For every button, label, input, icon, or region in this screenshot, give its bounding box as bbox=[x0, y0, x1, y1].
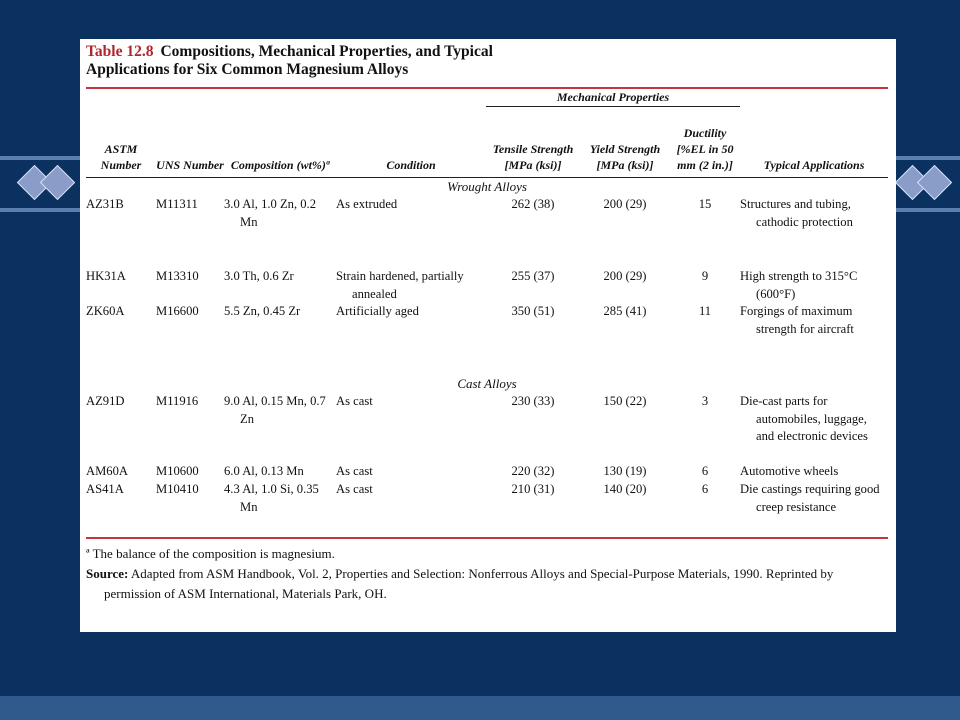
cell-yield: 130 (19) bbox=[603, 464, 647, 478]
cell-tensile: 230 (33) bbox=[511, 394, 555, 408]
cell-uns: M11916 bbox=[156, 394, 199, 408]
alloy-table bbox=[86, 89, 888, 535]
cell-composition: 4.3 Al, 1.0 Si, 0.35 Mn bbox=[224, 482, 319, 514]
cell-composition: 3.0 Th, 0.6 Zr bbox=[224, 269, 294, 283]
diamond-icon bbox=[917, 165, 952, 200]
table-source bbox=[86, 564, 888, 604]
source-label: Source: bbox=[86, 566, 129, 581]
header-condition: Condition bbox=[386, 158, 436, 172]
section-title: Wrought Alloys bbox=[447, 179, 527, 194]
cell-uns: M10600 bbox=[156, 464, 199, 478]
header-ductility: Ductility [%EL in 50 mm (2 in.)] bbox=[676, 126, 734, 172]
cell-ductility: 6 bbox=[701, 482, 709, 496]
cell-condition: Artificially aged bbox=[336, 304, 419, 318]
header-uns: UNS Number bbox=[156, 158, 224, 172]
cell-tensile: 255 (37) bbox=[511, 269, 555, 283]
mechanical-properties-header: Mechanical Properties bbox=[486, 89, 740, 107]
table-title-line2: Applications for Six Common Magnesium Alloys bbox=[86, 61, 409, 78]
cell-uns: M16600 bbox=[156, 304, 199, 318]
cell-tensile: 262 (38) bbox=[511, 197, 555, 211]
cell-applications: Forgings of maximum strength for aircraft bbox=[740, 304, 854, 336]
cell-composition: 9.0 Al, 0.15 Mn, 0.7 Zn bbox=[224, 394, 326, 426]
header-applications: Typical Applications bbox=[763, 158, 865, 172]
cell-ductility: 3 bbox=[701, 394, 709, 408]
table-footnote: ª The balance of the composition is magnesium. bbox=[86, 546, 335, 561]
cell-condition: As extruded bbox=[336, 197, 398, 211]
bottom-band bbox=[0, 696, 960, 720]
header-yield: Yield Strength [MPa (ksi)] bbox=[589, 142, 661, 172]
column-header-row bbox=[86, 107, 888, 173]
cell-yield: 150 (22) bbox=[603, 394, 647, 408]
cell-applications: Structures and tubing, cathodic protection bbox=[740, 197, 853, 229]
section-row bbox=[86, 375, 888, 393]
cell-ductility: 15 bbox=[698, 197, 712, 211]
cell-ductility: 6 bbox=[701, 464, 709, 478]
section-row bbox=[86, 178, 888, 196]
table-row bbox=[86, 463, 888, 481]
cell-condition: As cast bbox=[336, 394, 373, 408]
table-label: Table 12.8 bbox=[86, 43, 154, 60]
cell-yield: 285 (41) bbox=[603, 304, 647, 318]
cell-yield: 140 (20) bbox=[603, 482, 647, 496]
cell-tensile: 350 (51) bbox=[511, 304, 555, 318]
header-astm: ASTM Number bbox=[100, 142, 142, 172]
cell-condition: Strain hardened, partially annealed bbox=[336, 269, 464, 301]
cell-composition: 6.0 Al, 0.13 Mn bbox=[224, 464, 304, 478]
cell-uns: M10410 bbox=[156, 482, 199, 496]
cell-astm: ZK60A bbox=[86, 304, 125, 318]
table-row bbox=[86, 393, 888, 463]
cell-astm: HK31A bbox=[86, 269, 126, 283]
table-row bbox=[86, 481, 888, 535]
cell-composition: 5.5 Zn, 0.45 Zr bbox=[224, 304, 301, 318]
cell-astm: AZ31B bbox=[86, 197, 124, 211]
cell-composition: 3.0 Al, 1.0 Zn, 0.2 Mn bbox=[224, 197, 317, 229]
table-row bbox=[86, 268, 888, 303]
cell-yield: 200 (29) bbox=[603, 197, 647, 211]
table-row bbox=[86, 196, 888, 268]
cell-applications: Automotive wheels bbox=[740, 464, 839, 478]
cell-tensile: 210 (31) bbox=[511, 482, 555, 496]
cell-astm: AZ91D bbox=[86, 394, 125, 408]
cell-applications: Die castings requiring good creep resistance bbox=[740, 482, 880, 514]
cell-condition: As cast bbox=[336, 482, 373, 496]
cell-applications: Die-cast parts for automobiles, luggage, and electronic devices bbox=[740, 394, 868, 443]
cell-condition: As cast bbox=[336, 464, 373, 478]
diamond-icon bbox=[40, 165, 75, 200]
cell-uns: M13310 bbox=[156, 269, 199, 283]
table-title-line1: Compositions, Mechanical Properties, and Typical bbox=[160, 43, 493, 60]
table-figure bbox=[80, 39, 896, 632]
table-row bbox=[86, 303, 888, 375]
cell-ductility: 9 bbox=[701, 269, 709, 283]
table-title bbox=[86, 43, 888, 79]
cell-astm: AM60A bbox=[86, 464, 128, 478]
cell-astm: AS41A bbox=[86, 482, 124, 496]
table-bottom-rule bbox=[86, 537, 888, 539]
cell-yield: 200 (29) bbox=[603, 269, 647, 283]
cell-ductility: 11 bbox=[698, 304, 712, 318]
source-text: Adapted from ASM Handbook, Vol. 2, Properties and Selection: Nonferrous Alloys and Special-Purpose Materials, 1990. Reprinted by permission of ASM International, Materials Park, OH. bbox=[104, 566, 834, 601]
header-composition: Composition (wt%)ª bbox=[230, 158, 330, 172]
section-title: Cast Alloys bbox=[457, 376, 517, 391]
cell-uns: M11311 bbox=[156, 197, 198, 211]
cell-applications: High strength to 315°C (600°F) bbox=[740, 269, 858, 301]
cell-tensile: 220 (32) bbox=[511, 464, 555, 478]
header-tensile: Tensile Strength [MPa (ksi)] bbox=[492, 142, 574, 172]
